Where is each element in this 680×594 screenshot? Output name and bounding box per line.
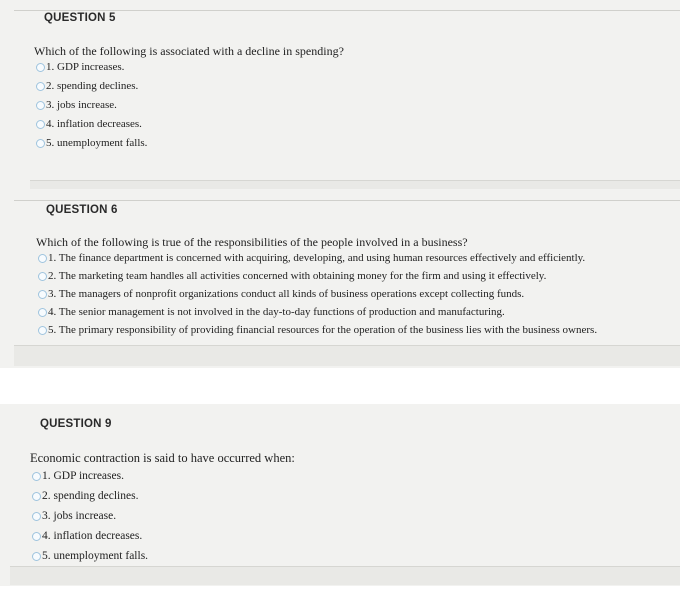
question-6-title: QUESTION 6 <box>46 204 118 216</box>
option-label: 2. spending declines. <box>46 80 139 92</box>
option-label: 3. jobs increase. <box>46 99 117 111</box>
option-label: 4. inflation decreases. <box>42 530 143 542</box>
radio-button[interactable] <box>36 101 45 110</box>
option-label: 1. GDP increases. <box>46 61 125 73</box>
question-9-option-1[interactable] <box>32 470 124 482</box>
radio-button[interactable] <box>38 272 47 281</box>
question-5-prompt: Which of the following is associated with a decline in spending? <box>34 44 344 58</box>
option-label: 5. unemployment falls. <box>46 137 148 149</box>
option-label: 3. The managers of nonprofit organizations conduct all kinds of business operations except collecting funds. <box>48 288 525 300</box>
radio-button[interactable] <box>38 254 47 263</box>
question-9-option-5[interactable] <box>32 550 148 562</box>
question-9-answer-area <box>10 566 680 585</box>
radio-button[interactable] <box>36 139 45 148</box>
option-label: 3. jobs increase. <box>42 510 117 522</box>
radio-button[interactable] <box>32 472 41 481</box>
question-5-option-1[interactable] <box>36 61 124 73</box>
question-6-prompt: Which of the following is true of the responsibilities of the people involved in a business? <box>36 235 468 249</box>
divider <box>14 10 680 11</box>
radio-button[interactable] <box>38 308 47 317</box>
option-label: 5. unemployment falls. <box>42 550 149 562</box>
radio-button[interactable] <box>32 512 41 521</box>
question-5-option-2[interactable] <box>36 80 138 92</box>
question-5-answer-area <box>30 180 680 189</box>
question-6-option-3[interactable] <box>38 288 524 300</box>
question-6-answer-area <box>14 345 680 366</box>
question-6-option-2[interactable] <box>38 270 546 282</box>
option-label: 1. GDP increases. <box>42 470 124 482</box>
option-label: 2. The marketing team handles all activities concerned with obtaining money for the firm and using it effectively. <box>48 270 547 282</box>
radio-button[interactable] <box>38 290 47 299</box>
option-label: 4. The senior management is not involved in the day-to-day functions of production and manufacturing. <box>48 306 505 318</box>
radio-button[interactable] <box>38 326 47 335</box>
question-5-option-5[interactable] <box>36 137 147 149</box>
question-6-option-4[interactable] <box>38 306 505 318</box>
question-5-option-4[interactable] <box>36 118 142 130</box>
radio-button[interactable] <box>32 532 41 541</box>
question-9-option-3[interactable] <box>32 510 116 522</box>
option-label: 1. The finance department is concerned with acquiring, developing, and using human resources effectively and efficiently. <box>48 252 586 264</box>
question-9-prompt: Economic contraction is said to have occurred when: <box>30 451 295 465</box>
radio-button[interactable] <box>36 82 45 91</box>
option-label: 4. inflation decreases. <box>46 118 142 130</box>
radio-button[interactable] <box>36 120 45 129</box>
question-6-option-5[interactable] <box>38 324 597 336</box>
option-label: 5. The primary responsibility of providing financial resources for the operation of the business lies with the business owners. <box>48 324 598 336</box>
question-5-option-3[interactable] <box>36 99 117 111</box>
question-9-option-4[interactable] <box>32 530 142 542</box>
question-9-title: QUESTION 9 <box>40 418 112 430</box>
radio-button[interactable] <box>32 552 41 561</box>
question-9-option-2[interactable] <box>32 490 138 502</box>
question-6-option-1[interactable] <box>38 252 585 264</box>
option-label: 2. spending declines. <box>42 490 139 502</box>
radio-button[interactable] <box>36 63 45 72</box>
question-5-title: QUESTION 5 <box>44 12 116 24</box>
radio-button[interactable] <box>32 492 41 501</box>
divider <box>14 200 680 201</box>
